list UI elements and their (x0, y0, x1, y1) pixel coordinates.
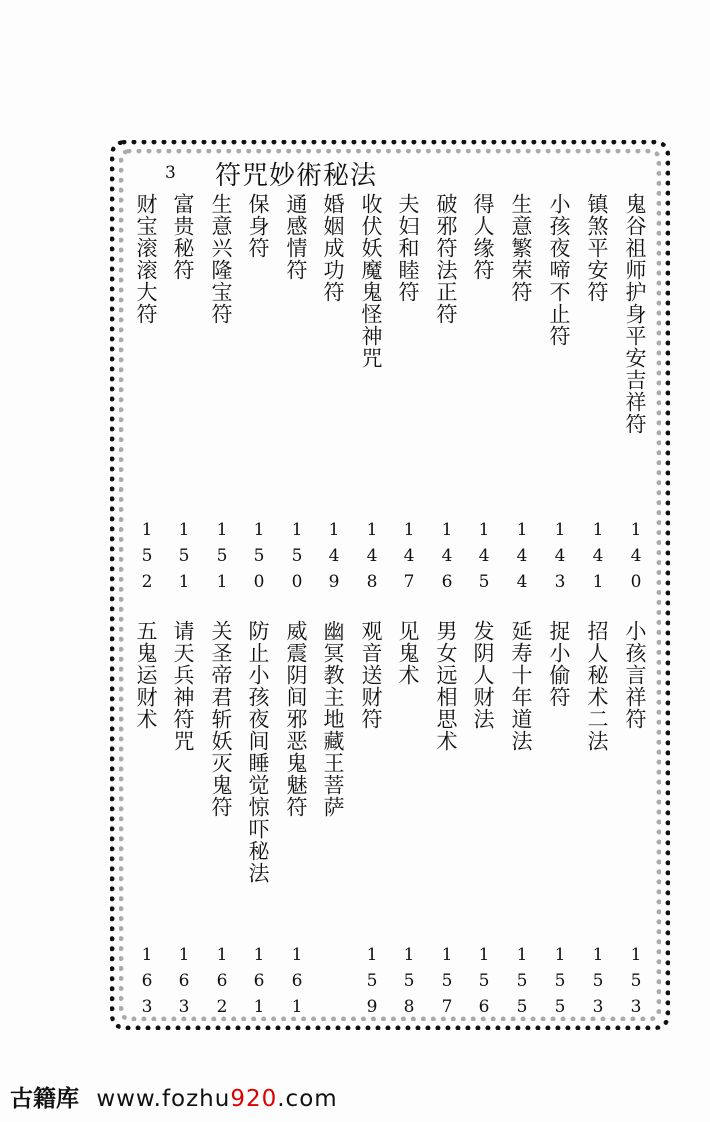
site-footer (10, 1080, 338, 1113)
upper-toc-page: 146 (437, 520, 457, 598)
upper-toc-page: 151 (212, 520, 232, 598)
upper-toc-title: 得人缘符 (471, 193, 495, 281)
lower-toc-page: 155 (512, 945, 532, 1023)
upper-toc-title: 通感情符 (284, 193, 308, 281)
upper-toc-title: 生意繁荣符 (509, 193, 533, 303)
upper-toc-title: 收伏妖魔鬼怪神咒 (359, 193, 383, 369)
upper-toc-title: 破邪符法正符 (434, 193, 458, 325)
page-number: 3 (165, 163, 176, 183)
lower-toc-page: 156 (474, 945, 494, 1023)
lower-toc-page: 158 (399, 945, 419, 1023)
upper-toc-page: 150 (249, 520, 269, 598)
upper-toc-page: 147 (399, 520, 419, 598)
upper-toc-title: 小孩夜啼不止符 (547, 193, 571, 347)
lower-toc-title: 发阴人财法 (471, 620, 495, 730)
lower-toc-page: 163 (174, 945, 194, 1023)
lower-toc-title: 关圣帝君斩妖灭鬼符 (209, 620, 233, 818)
upper-toc-page: 148 (362, 520, 382, 598)
upper-toc-page: 140 (626, 520, 646, 598)
upper-toc-title: 夫妇和睦符 (396, 193, 420, 303)
footer-brand: 古籍库 (10, 1086, 79, 1112)
lower-toc-title: 捉小偷符 (547, 620, 571, 708)
upper-toc-page: 145 (474, 520, 494, 598)
lower-toc-title: 威震阴间邪恶鬼魅符 (284, 620, 308, 818)
upper-toc-page: 152 (137, 520, 157, 598)
upper-toc-page: 149 (324, 520, 344, 598)
lower-toc-page: 161 (287, 945, 307, 1023)
upper-toc-page: 144 (512, 520, 532, 598)
footer-site-link[interactable] (96, 1086, 337, 1112)
lower-toc-page: 159 (362, 945, 382, 1023)
lower-toc-page: 157 (437, 945, 457, 1023)
upper-toc-title: 财宝滚滚大符 (134, 193, 158, 325)
lower-toc-title: 小孩言祥符 (623, 620, 647, 730)
upper-toc-page: 143 (550, 520, 570, 598)
upper-toc-title: 鬼谷祖师护身平安吉祥符 (623, 193, 647, 435)
site-suffix: .com (277, 1086, 338, 1112)
upper-toc-title: 保身符 (246, 193, 270, 259)
lower-toc-title: 防止小孩夜间睡觉惊吓秘法 (246, 620, 270, 884)
lower-toc-page: 161 (249, 945, 269, 1023)
upper-toc-title: 富贵秘符 (171, 193, 195, 281)
upper-toc-page: 141 (588, 520, 608, 598)
upper-toc-title: 镇煞平安符 (585, 193, 609, 303)
site-highlight: 920 (230, 1086, 278, 1112)
lower-toc-title: 男女远相思术 (434, 620, 458, 752)
lower-toc-page: 153 (626, 945, 646, 1023)
page-title: 符咒妙術秘法 (215, 161, 378, 191)
lower-toc-title: 请天兵神符咒 (171, 620, 195, 752)
upper-toc-page: 150 (287, 520, 307, 598)
lower-toc-page: 162 (212, 945, 232, 1023)
lower-toc-title: 见鬼术 (396, 620, 420, 686)
lower-toc-title: 观音送财符 (359, 620, 383, 730)
lower-toc-title: 五鬼运财术 (134, 620, 158, 730)
upper-toc-page: 151 (174, 520, 194, 598)
site-prefix: www.fozhu (96, 1086, 231, 1112)
lower-toc-title: 招人秘术二法 (585, 620, 609, 752)
upper-toc-title: 婚姻成功符 (321, 193, 345, 303)
lower-toc-title: 幽冥教主地藏王菩萨 (321, 620, 345, 818)
upper-toc-title: 生意兴隆宝符 (209, 193, 233, 325)
lower-toc-page: 153 (588, 945, 608, 1023)
lower-toc-page: 155 (550, 945, 570, 1023)
lower-toc-title: 延寿十年道法 (509, 620, 533, 752)
lower-toc-page: 163 (137, 945, 157, 1023)
